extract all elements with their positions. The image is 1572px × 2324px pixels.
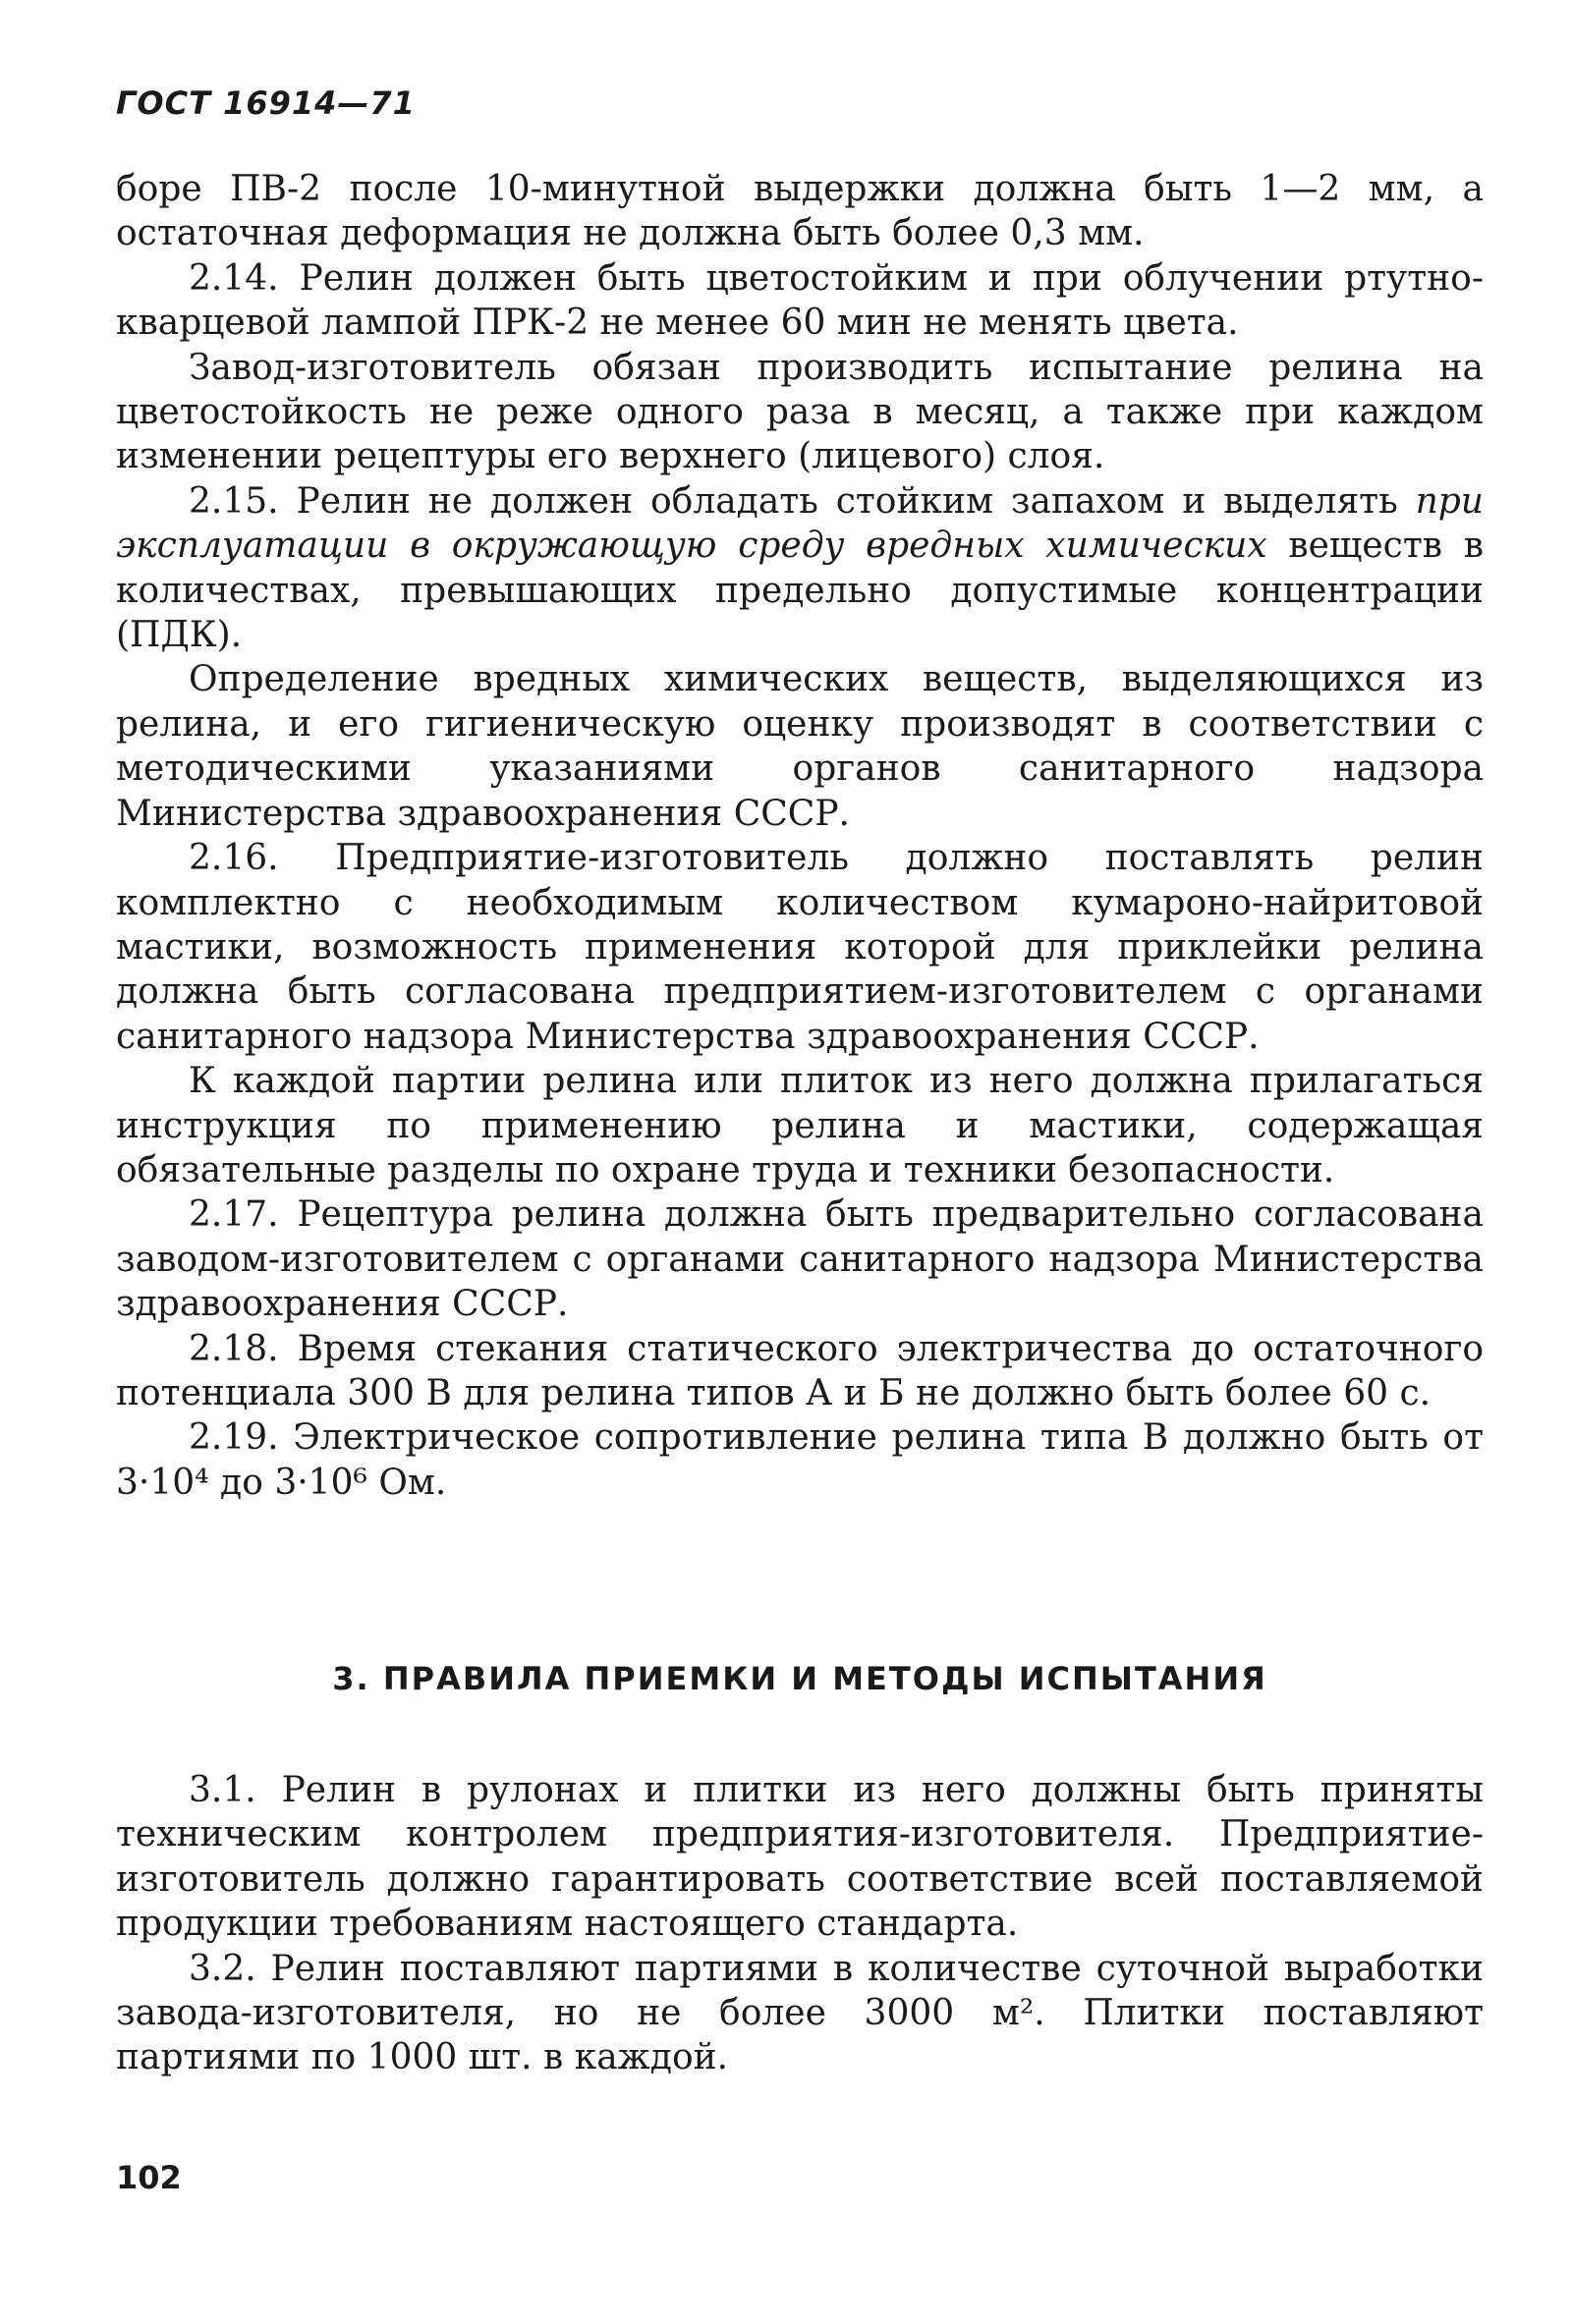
paragraph-2-15-part-a: 2.15. Релин не должен обладать стойким запахом и выделять [189, 480, 1416, 522]
paragraph-factory-testing: Завод-изготовитель обязан производить испытание релина на цветостойкость не реже одного раза в месяц, а также при каждом изменении рецептуры его верхнего (лицевого) слоя. [116, 347, 1484, 477]
paragraph-continuation: боре ПВ-2 после 10-минутной выдержки должна быть 1—2 мм, а остаточная деформация не должна быть более 0,3 мм. [116, 169, 1484, 254]
paragraph-2-18: 2.18. Время стекания статического электричества до остаточного потенциала 300 В для релина типов А и Б не должно быть более 60 с. [116, 1328, 1484, 1413]
paragraph-2-15 [116, 479, 1484, 658]
paragraph-2-15-italic: при эксплуатации в окружающую среду вредных химических [116, 480, 1484, 567]
paragraph-2-17: 2.17. Рецептура релина должна быть предварительно согласована заводом-изготовителем с органами санитарного надзора Министерства здравоохранения СССР. [116, 1194, 1484, 1325]
paragraph-2-19: 2.19. Электрическое сопротивление релина типа В должно быть от 3·10⁴ до 3·10⁶ Ом. [116, 1417, 1484, 1503]
body-section-2 [116, 167, 1484, 1505]
paragraph-2-14: 2.14. Релин должен быть цветостойким и при облучении ртутно-кварцевой лампой ПРК-2 не менее 60 мин не менять цвета. [116, 257, 1484, 344]
paragraph-hazard-determination: Определение вредных химических веществ, выделяющихся из релина, и его гигиеническую оценку производят в соответствии с методическими указаниями органов санитарного надзора Министерства здравоохранения СССР. [116, 659, 1484, 834]
standard-header: ГОСТ 16914—71 [116, 84, 416, 122]
paragraph-instruction: К каждой партии релина или плиток из него должна прилагаться инструкция по применению релина и мастики, содержащая обязательные разделы по охране труда и техники безопасности. [116, 1061, 1484, 1190]
page-number: 102 [116, 2159, 182, 2196]
body-section-3 [116, 1768, 1484, 2080]
paragraph-3-1: 3.1. Релин в рулонах и плитки из него должны быть приняты техническим контролем предприятия-изготовителя. Предприятие-изготовитель должно гарантировать соответствие всей поставляемой продукции требованиям настоящего стандарта. [116, 1770, 1484, 1945]
paragraph-2-16: 2.16. Предприятие-изготовитель должно поставлять релин комплектно с необходимым количеством кумароно-найритовой мастики, возможность применения которой для приклейки релина должна быть согласована предприятием-изготовителем с органами санитарного надзора Министерства здравоохранения СССР. [116, 838, 1484, 1057]
paragraph-2-15-part-c: веществ в количествах, превышающих предельно допустимые концентрации (ПДК). [116, 526, 1484, 656]
section-3-heading: 3. ПРАВИЛА ПРИЕМКИ И МЕТОДЫ ИСПЫТАНИЯ [332, 1660, 1267, 1697]
paragraph-3-2: 3.2. Релин поставляют партиями в количестве суточной выработки завода-изготовителя, но не более 3000 м². Плитки поставляют партиями по 1000 шт. в каждой. [116, 1948, 1484, 2078]
